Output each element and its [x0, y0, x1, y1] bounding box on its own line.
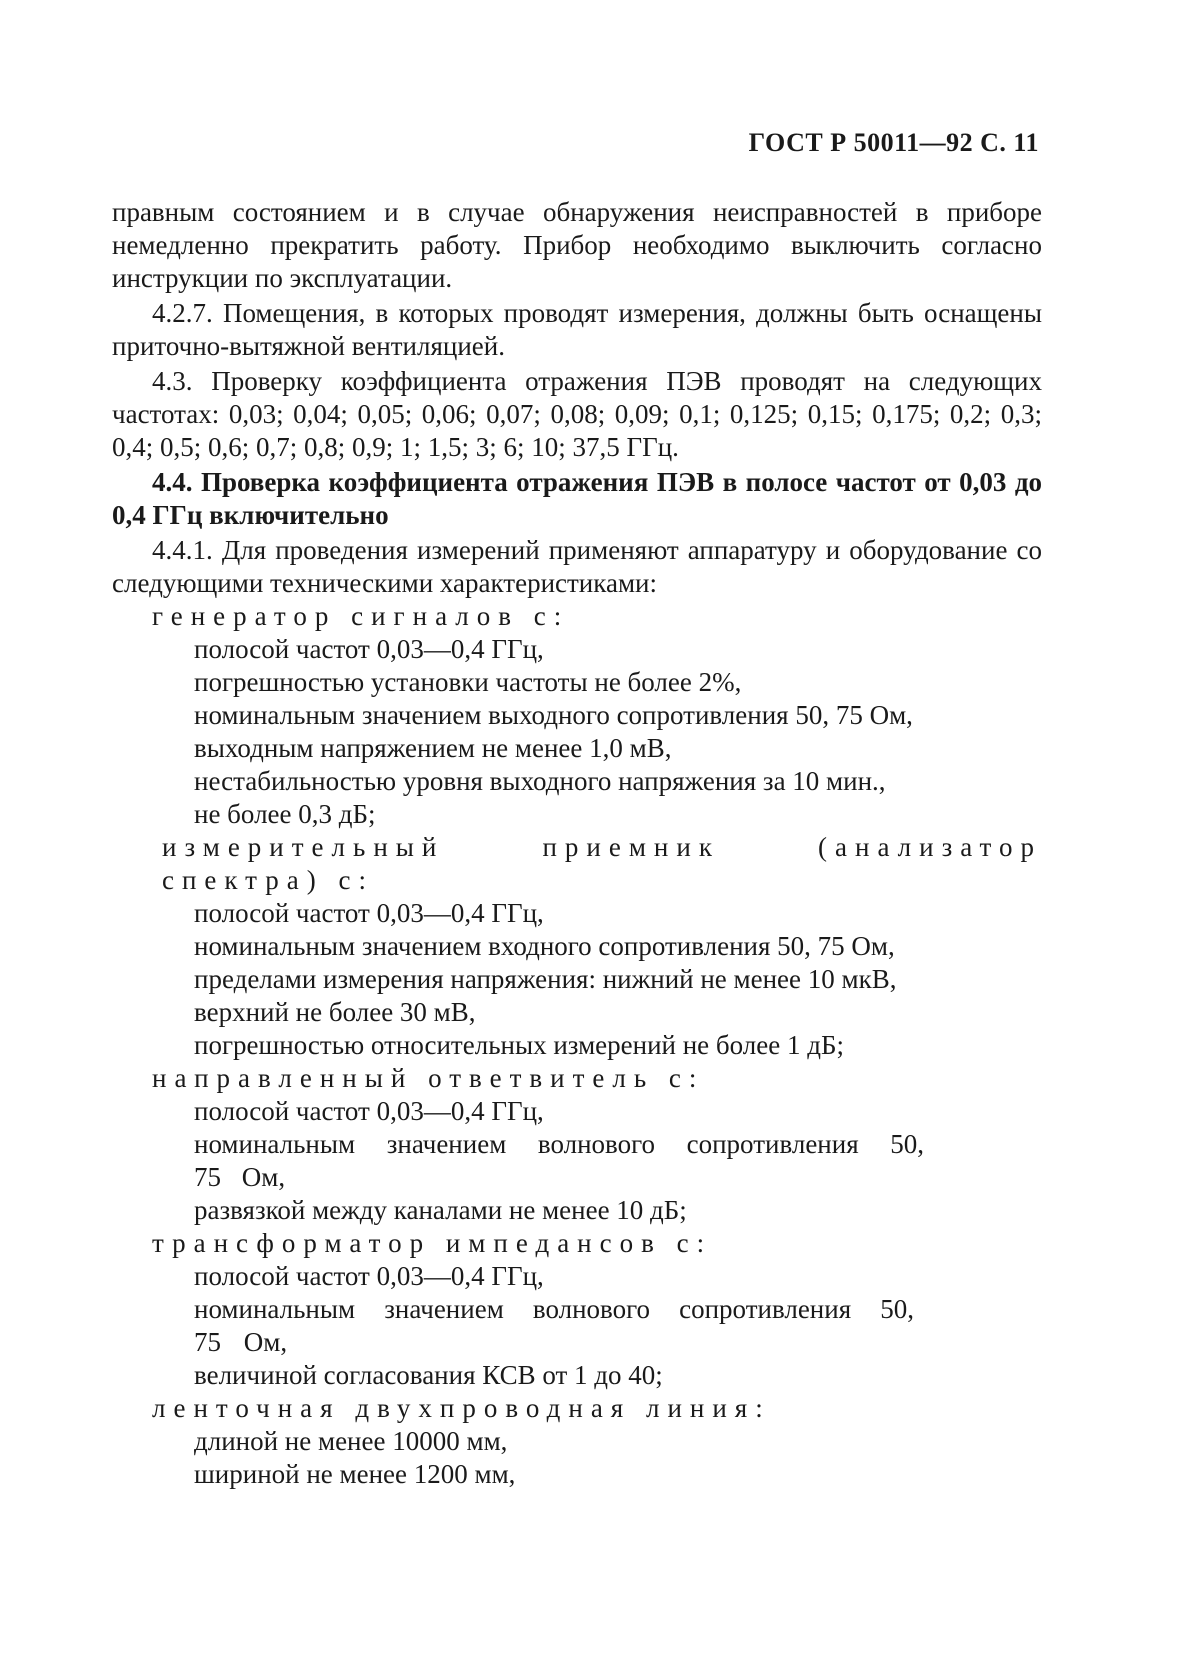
spec-item: пределами измерения напряжения: нижний не менее 10 мкВ, верхний не более 30 мВ, [194, 964, 897, 1027]
equipment-title-receiver [112, 831, 1042, 864]
spec-item: шириной не менее 1200 мм, [194, 1459, 516, 1489]
spec-item: длиной не менее 10000 мм, [194, 1426, 508, 1456]
spec-item: нестабильностью уровня выходного напряжения за 10 мин., не более 0,3 дБ; [194, 766, 886, 829]
spec-item: номинальным значением выходного сопротивления 50, 75 Ом, [194, 700, 913, 730]
spec-item: погрешностью относительных измерений не более 1 дБ; [194, 1030, 844, 1060]
spec-item: номинальным значением входного сопротивления 50, 75 Ом, [194, 931, 895, 961]
document-body [112, 196, 1042, 1491]
spec-item: полосой частот 0,03—0,4 ГГц, [194, 1261, 544, 1291]
spec-item: номинальным значением волнового сопротивления 50, 75 Ом, [194, 1129, 924, 1192]
spec-item: номинальным значением волнового сопротивления 50, 75 Ом, [194, 1294, 914, 1357]
equipment-title-generator: генератор сигналов с: [152, 601, 570, 631]
equipment-title-line: ленточная двухпроводная линия: [152, 1393, 771, 1423]
page-header: ГОСТ Р 50011—92 С. 11 [748, 128, 1039, 157]
spec-item: полосой частот 0,03—0,4 ГГц, [194, 1096, 544, 1126]
spec-item: величиной согласования КСВ от 1 до 40; [194, 1360, 663, 1390]
paragraph-4-2-7: 4.2.7. Помещения, в которых проводят измерения, должны быть оснащены приточно-вытяжной вентиляцией. [112, 298, 1042, 361]
paragraph-4-4-1: 4.4.1. Для проведения измерений применяют аппаратуру и оборудование со следующими техническими характеристиками: [112, 535, 1042, 598]
spec-item: погрешностью установки частоты не более 2%, [194, 667, 742, 697]
equipment-title-receiver-cont: спектра) с: [162, 865, 375, 895]
spec-item: выходным напряжением не менее 1,0 мВ, [194, 733, 672, 763]
receiver-title-word: (анализатор [818, 832, 1042, 862]
section-heading-4-4: 4.4. Проверка коэффициента отражения ПЭВ в полосе частот от 0,03 до 0,4 ГГц включительно [112, 467, 1042, 530]
receiver-title-word: измерительный [162, 832, 445, 862]
continued-paragraph: правным состоянием и в случае обнаружения неисправностей в приборе немедленно прекратить работу. Прибор необходимо выключить согласно инструкции по эксплуатации. [112, 197, 1042, 293]
spec-item: полосой частот 0,03—0,4 ГГц, [194, 634, 544, 664]
paragraph-4-3: 4.3. Проверку коэффициента отражения ПЭВ проводят на следующих частотах: 0,03; 0,04; 0,05; 0,06; 0,07; 0,08; 0,09; 0,1; 0,125; 0,15; 0,175; 0,2; 0,3; 0,4; 0,5; 0,6; 0,7; 0,8; 0,9; 1; 1,5; 3; 6; 10; 37,5 ГГц. [112, 366, 1042, 462]
receiver-title-word: приемник [542, 832, 720, 862]
equipment-title-coupler: направленный ответвитель с: [152, 1063, 705, 1093]
equipment-title-transformer: трансформатор импедансов с: [152, 1228, 713, 1258]
spec-item: развязкой между каналами не менее 10 дБ; [194, 1195, 687, 1225]
spec-item: полосой частот 0,03—0,4 ГГц, [194, 898, 544, 928]
